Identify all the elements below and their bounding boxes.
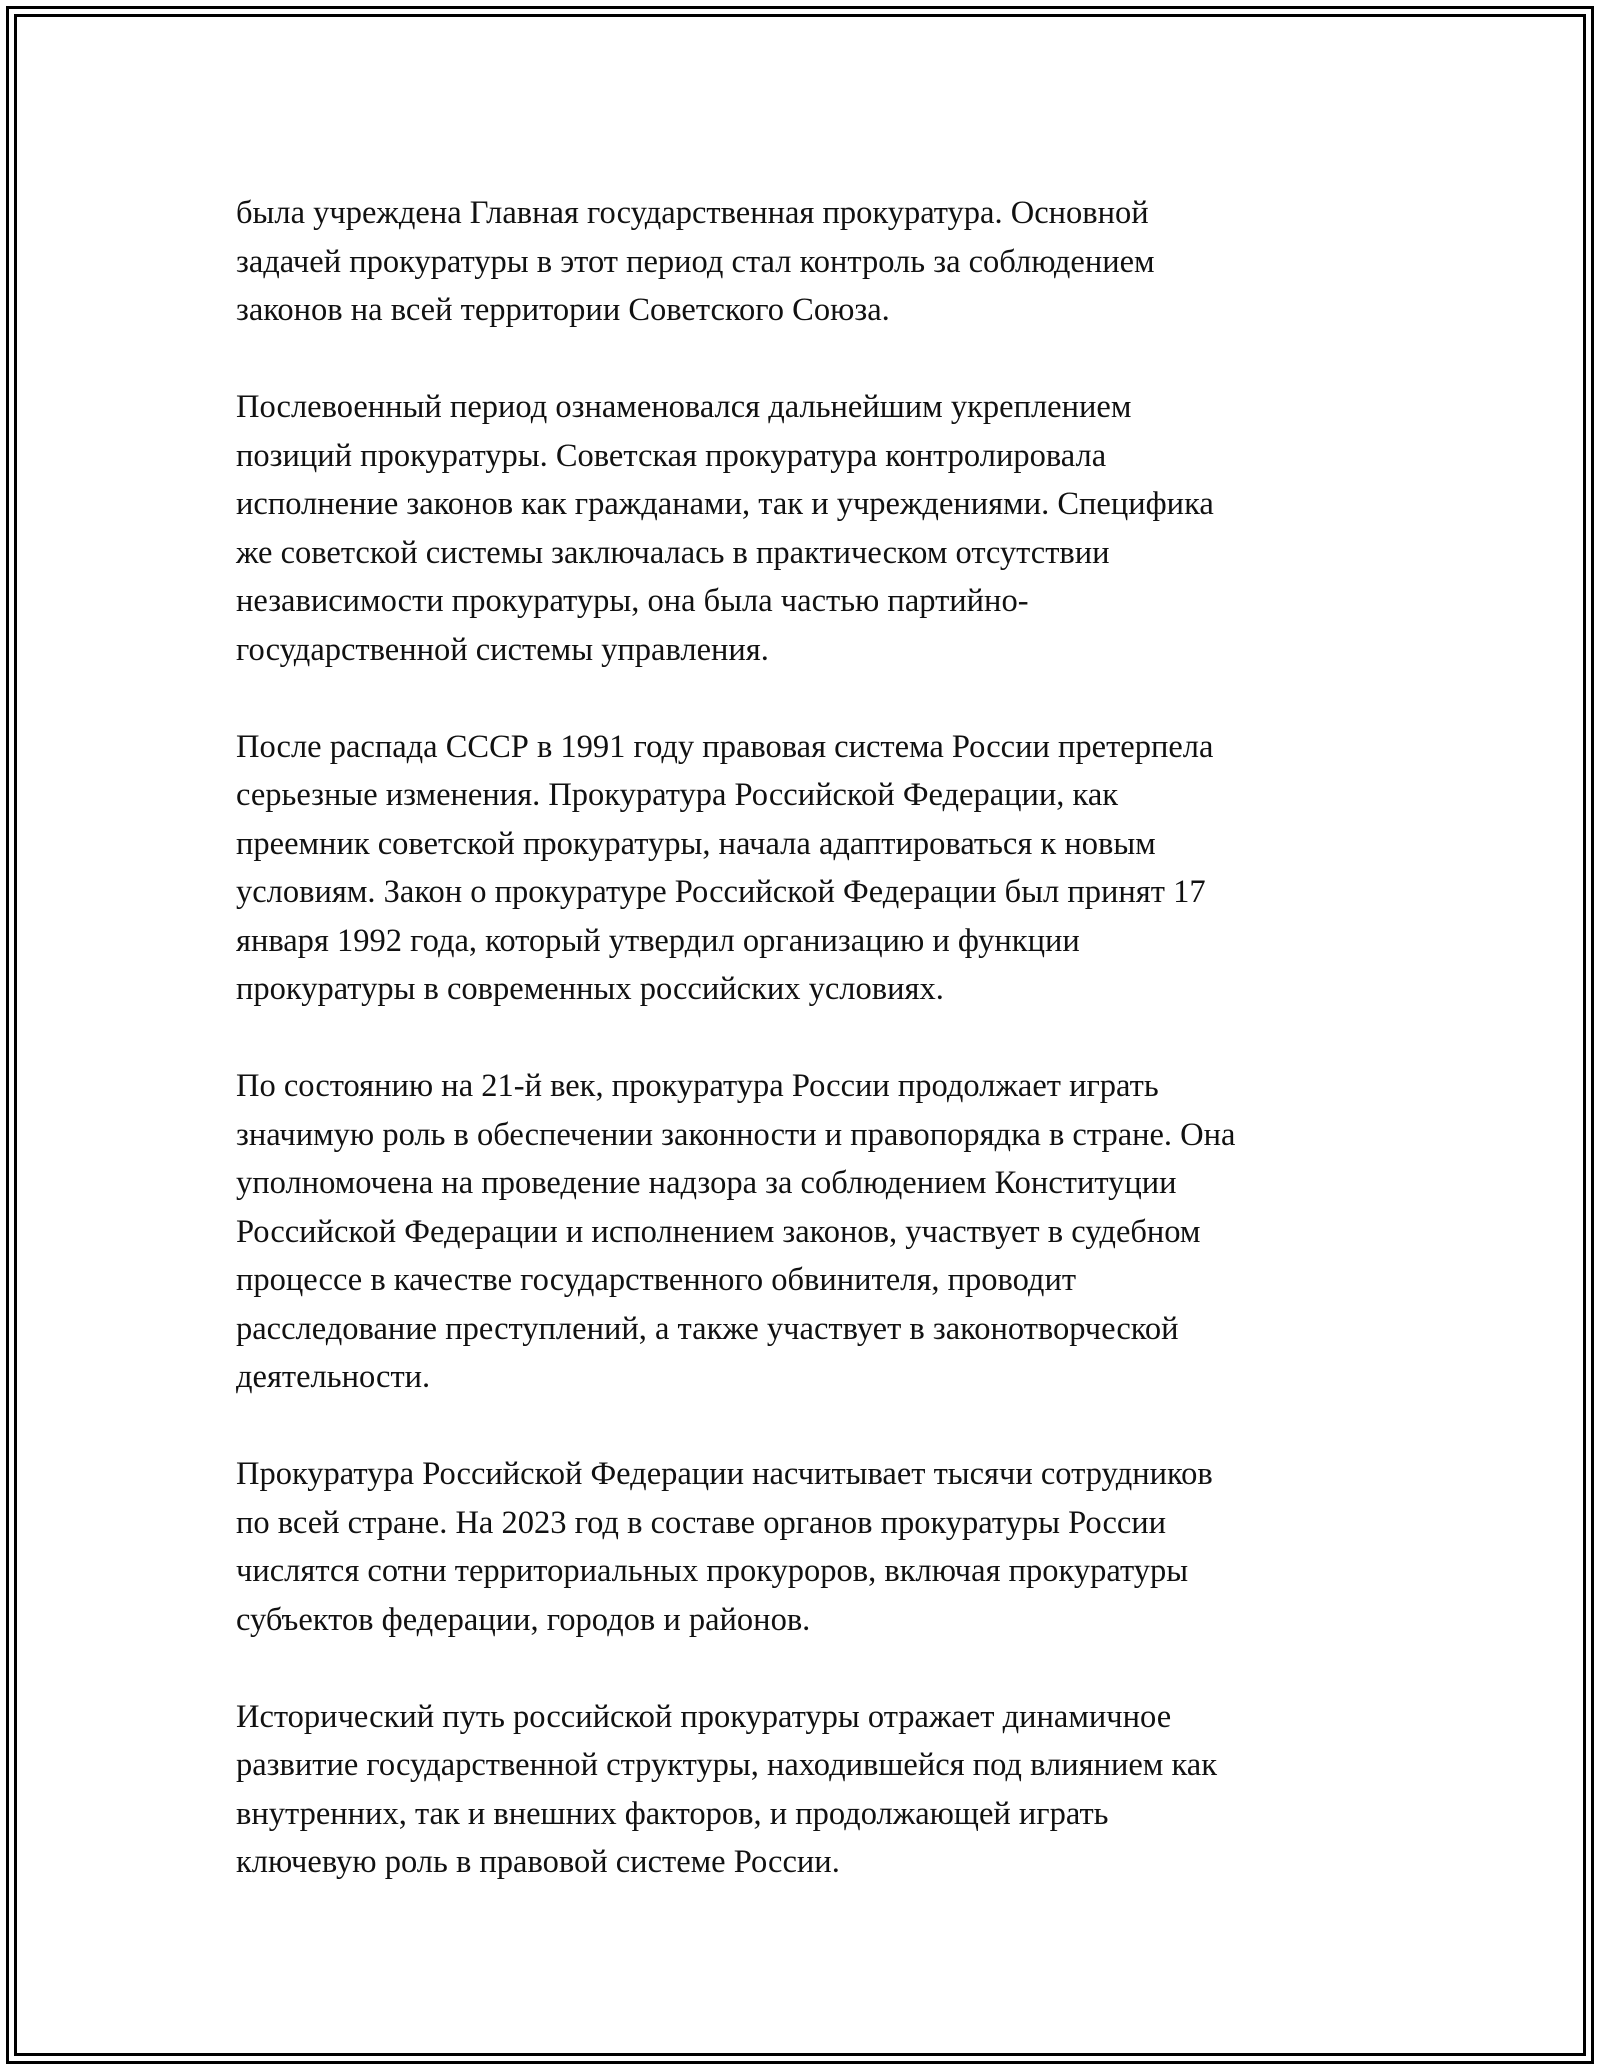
paragraph xyxy=(236,1062,1386,1402)
text-line: внутренних, так и внешних факторов, и продолжающей играть xyxy=(236,1795,1109,1832)
text-line: государственной системы управления. xyxy=(236,631,769,668)
text-line: по всей стране. На 2023 год в составе органов прокуратуры России xyxy=(236,1504,1167,1541)
text-line: серьезные изменения. Прокуратура Российской Федерации, как xyxy=(236,777,1119,813)
document-body xyxy=(236,189,1386,1935)
text-line: Прокуратура Российской Федерации насчитывает тысячи сотрудников xyxy=(236,1456,1213,1492)
text-line: же советской системы заключалась в практическом отсутствии xyxy=(236,534,1110,571)
text-line: задачей прокуратуры в этот период стал контроль за соблюдением xyxy=(236,243,1155,280)
text-line: расследование преступлений, а также участвует в законотворческой xyxy=(236,1310,1179,1347)
text-line: прокуратуры в современных российских условиях. xyxy=(236,971,944,1007)
text-line: Исторический путь российской прокуратуры отражает динамичное xyxy=(236,1698,1172,1735)
text-line: была учреждена Главная государственная прокуратура. Основной xyxy=(236,195,1149,231)
text-line: Послевоенный период ознаменовался дальнейшим укреплением xyxy=(236,389,1132,425)
text-line: значимую роль в обеспечении законности и правопорядка в стране. Она xyxy=(236,1116,1236,1153)
paragraph xyxy=(236,1450,1386,1644)
paragraph xyxy=(236,723,1386,1014)
text-line: По состоянию на 21-й век, прокуратура России продолжает играть xyxy=(236,1068,1159,1104)
text-line: уполномочена на проведение надзора за соблюдением Конституции xyxy=(236,1165,1177,1201)
text-line: позиций прокуратуры. Советская прокуратура контролировала xyxy=(236,437,1107,474)
text-line: развитие государственной структуры, находившейся под влиянием как xyxy=(236,1747,1217,1783)
text-line: процессе в качестве государственного обвинителя, проводит xyxy=(236,1262,1077,1298)
text-line: условиям. Закон о прокуратуре Российской Федерации был принят 17 xyxy=(236,874,1206,910)
text-line: исполнение законов как гражданами, так и учреждениями. Специфика xyxy=(236,486,1214,522)
paragraph xyxy=(236,189,1386,335)
text-line: независимости прокуратуры, она была частью партийно- xyxy=(236,583,1029,619)
text-line: ключевую роль в правовой системе России. xyxy=(236,1844,840,1880)
paragraph xyxy=(236,1693,1386,1887)
text-line: января 1992 года, который утвердил организацию и функции xyxy=(236,922,1080,959)
text-line: Российской Федерации и исполнением законов, участвует в судебном xyxy=(236,1213,1201,1250)
text-line: субъектов федерации, городов и районов. xyxy=(236,1601,811,1638)
text-line: законов на всей территории Советского Союза. xyxy=(236,292,890,328)
text-line: преемник советской прокуратуры, начала адаптироваться к новым xyxy=(236,825,1156,862)
text-line: деятельности. xyxy=(236,1359,431,1395)
paragraph xyxy=(236,383,1386,674)
text-line: После распада СССР в 1991 году правовая система России претерпела xyxy=(236,728,1214,765)
text-line: числятся сотни территориальных прокуроров, включая прокуратуры xyxy=(236,1553,1189,1589)
